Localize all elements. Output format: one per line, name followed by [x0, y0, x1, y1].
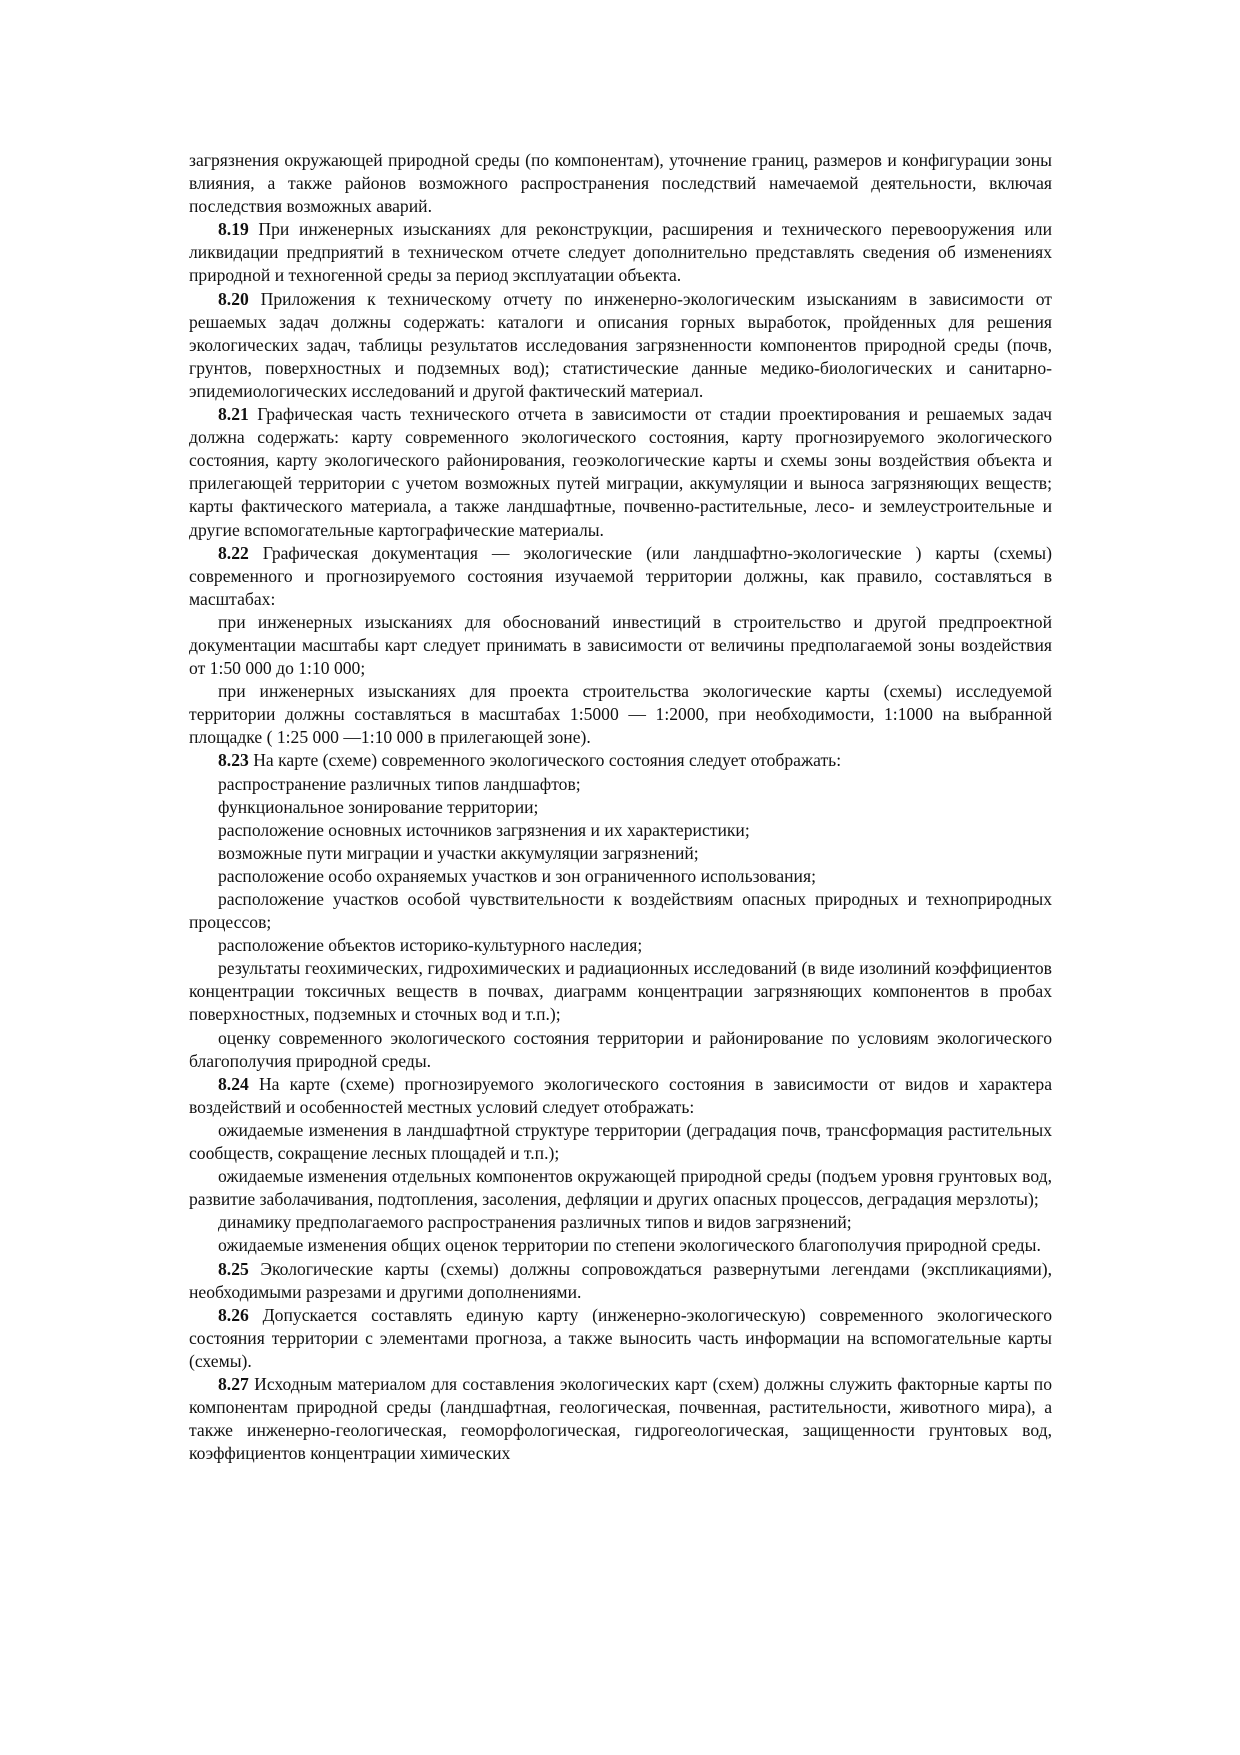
- list-item: [189, 888, 1052, 934]
- paragraph-text: возможные пути миграции и участки аккумуляции загрязнений;: [218, 842, 699, 863]
- paragraph-text: расположение основных источников загрязнения и их характеристики;: [218, 819, 750, 840]
- paragraph-text: Допускается составлять единую карту (инженерно-экологическую) современного экологического состояния территории с элементами прогноза, а также выносить часть информации на вспомогательные карты (схемы).: [189, 1304, 1052, 1371]
- section-8-20: [189, 288, 1052, 403]
- list-item: [189, 957, 1052, 1026]
- paragraph: [189, 680, 1052, 749]
- paragraph-text: Графическая документация — экологические (или ландшафтно-экологические ) карты (схемы) современного и прогнозируемого состояния изучаемой территории должны, как правило, составляться в масштабах:: [189, 542, 1052, 609]
- paragraph-text: ожидаемые изменения отдельных компонентов окружающей природной среды (подъем уровня грунтовых вод, развитие заболачивания, подтопления, засоления, дефляции и других опасных процессов, деградация мерзлоты);: [189, 1166, 1052, 1210]
- paragraph-text: Приложения к техническому отчету по инженерно-экологическим изысканиям в зависимости от решаемых задач должны содержать: каталоги и описания горных выработок, пройденных для решения экологических задач, таблицы результатов исследования загрязненности компонентов природной среды (почв, грунтов, поверхностных и подземных вод); статистические данные медико-биологических и санитарно-эпидемиологических исследований и другой фактический материал.: [189, 288, 1052, 401]
- paragraph-text: расположение особо охраняемых участков и зон ограниченного использования;: [218, 865, 816, 886]
- paragraph-text: На карте (схеме) современного экологического состояния следует отображать:: [248, 750, 842, 771]
- paragraph-text: при инженерных изысканиях для проекта строительства экологические карты (схемы) исследуемой территории должны составляться в масштабах 1:5000 — 1:2000, при необходимости, 1:1000 на выбранной площадке ( 1:25 000 —1:10 000 в прилегающей зоне).: [189, 681, 1052, 748]
- paragraph-text: расположение участков особой чувствительности к воздействиям опасных природных и техноприродных процессов;: [189, 889, 1052, 933]
- document-body: [189, 149, 1052, 1465]
- paragraph-text: распространение различных типов ландшафтов;: [218, 773, 581, 794]
- section-8-21: [189, 403, 1052, 542]
- list-item: [189, 773, 1052, 796]
- section-8-19: [189, 218, 1052, 287]
- section-8-23: [189, 749, 1052, 772]
- paragraph-text: Исходным материалом для составления экологических карт (схем) должны служить факторные карты по компонентам природной среды (ландшафтная, геологическая, почвенная, растительности, животного мира), а также инженерно-геологическая, геоморфологическая, гидрогеологическая, защищенности грунтовых вод, коэффициентов концентрации химических: [189, 1373, 1052, 1464]
- section-8-22: [189, 542, 1052, 611]
- paragraph-text: ожидаемые изменения общих оценок территории по степени экологического благополучия природной среды.: [218, 1235, 1041, 1256]
- section-number: 8.20: [218, 288, 249, 309]
- list-item: [189, 1165, 1052, 1211]
- section-number: 8.22: [218, 542, 249, 563]
- section-8-26: [189, 1304, 1052, 1373]
- list-item: [189, 796, 1052, 819]
- paragraph: [189, 149, 1052, 218]
- paragraph-text: Графическая часть технического отчета в зависимости от стадии проектирования и решаемых задач должна содержать: карту современного экологического состояния, карту прогнозируемого экологического состояния, карту экологического районирования, геоэкологические карты и схемы зоны воздействия объекта и прилегающей территории с учетом возможных путей миграции, аккумуляции и выноса загрязняющих веществ; карты фактического материала, а также ландшафтные, почвенно-растительные, лесо- и землеустроительные и другие вспомогательные картографические материалы.: [189, 404, 1052, 540]
- list-item: [189, 819, 1052, 842]
- paragraph-text: На карте (схеме) прогнозируемого экологического состояния в зависимости от видов и характера воздействий и особенностей местных условий следует отображать:: [189, 1073, 1052, 1117]
- paragraph-text: динамику предполагаемого распространения различных типов и видов загрязнений;: [218, 1212, 852, 1233]
- paragraph-text: При инженерных изысканиях для реконструкции, расширения и технического перевооружения или ликвидации предприятий в техническом отчете следует дополнительно представлять сведения об изменениях природной и техногенной среды за период эксплуатации объекта.: [189, 219, 1052, 286]
- list-item: [189, 865, 1052, 888]
- paragraph-text: расположение объектов историко-культурного наследия;: [218, 935, 643, 956]
- section-number: 8.19: [218, 219, 249, 240]
- section-number: 8.21: [218, 404, 249, 425]
- paragraph-text: ожидаемые изменения в ландшафтной структуре территории (деградация почв, трансформация растительных сообществ, сокращение лесных площадей и т.п.);: [189, 1119, 1052, 1164]
- paragraph-text: оценку современного экологического состояния территории и районирование по условиям экологического благополучия природной среды.: [189, 1027, 1052, 1071]
- paragraph: [189, 611, 1052, 680]
- paragraph-text: загрязнения окружающей природной среды (по компонентам), уточнение границ, размеров и конфигурации зоны влияния, а также районов возможного распространения последствий намечаемой деятельности, включая последствия возможных аварий.: [189, 150, 1052, 217]
- list-item: [189, 842, 1052, 865]
- section-number: 8.23: [218, 750, 249, 771]
- section-8-25: [189, 1258, 1052, 1304]
- paragraph-text: Экологические карты (схемы) должны сопровождаться развернутыми легендами (экспликациями), необходимыми разрезами и другими дополнениями.: [189, 1258, 1052, 1302]
- list-item: [189, 1027, 1052, 1073]
- list-item: [189, 1234, 1052, 1257]
- section-8-24: [189, 1073, 1052, 1119]
- section-8-27: [189, 1373, 1052, 1465]
- section-number: 8.24: [218, 1073, 249, 1094]
- paragraph-text: при инженерных изысканиях для обоснований инвестиций в строительство и другой предпроектной документации масштабы карт следует принимать в зависимости от величины предполагаемой зоны воздействия от 1:50 000 до 1:10 000;: [189, 611, 1052, 679]
- section-number: 8.26: [218, 1304, 249, 1325]
- paragraph-text: результаты геохимических, гидрохимических и радиационных исследований (в виде изолиний коэффициентов концентрации токсичных веществ в почвах, диаграмм концентрации загрязняющих компонентов в пробах поверхностных, подземных и сточных вод и т.п.);: [189, 958, 1052, 1025]
- list-item: [189, 934, 1052, 957]
- list-item: [189, 1211, 1052, 1234]
- section-number: 8.25: [218, 1258, 249, 1279]
- list-item: [189, 1119, 1052, 1165]
- paragraph-text: функциональное зонирование территории;: [218, 796, 539, 817]
- section-number: 8.27: [218, 1373, 249, 1394]
